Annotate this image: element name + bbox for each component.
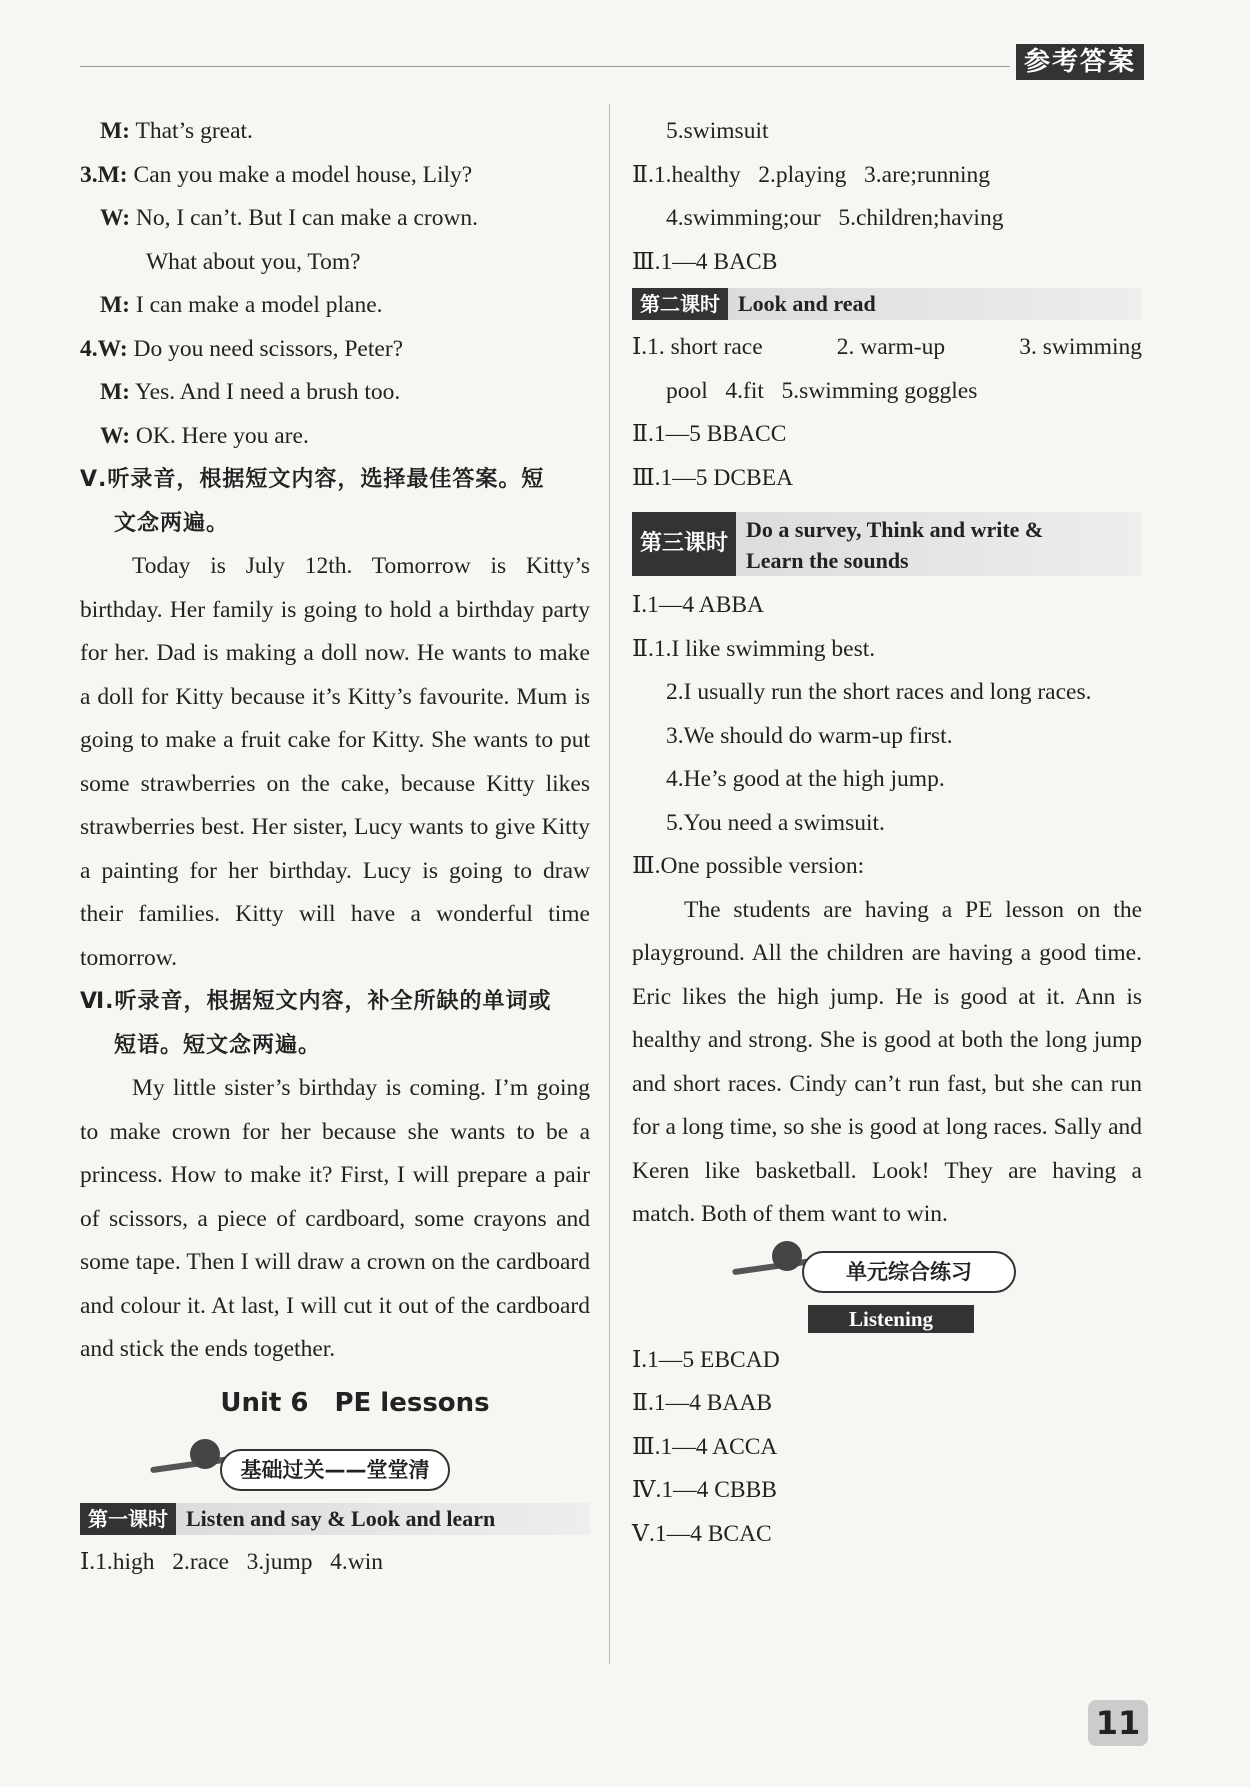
child-icon [772, 1241, 802, 1271]
answer-line: Ⅱ.1.I like swimming best. [632, 635, 876, 662]
child-icon [190, 1439, 220, 1469]
section-6-title: Ⅵ.听录音，根据短文内容，补全所缺的单词或 [80, 989, 552, 1014]
banner-label: 单元综合练习 [802, 1251, 1016, 1293]
answer-line: Ⅲ.1—4 ACCA [632, 1433, 778, 1460]
section-5-title-cont: 文念两遍。 [114, 510, 230, 536]
answer-line: Ⅱ.1.healthy 2.playing 3.are;running [632, 161, 990, 188]
answer-line: Ⅰ.1—4 ABBA [632, 592, 765, 618]
dialogue-line: M: Yes. And I need a brush too. [100, 379, 401, 405]
dialogue-line: W: OK. Here you are. [100, 422, 309, 449]
header-tag: 参考答案 [1016, 44, 1144, 80]
lesson-2-header [632, 288, 1142, 320]
answer-line: 4.He’s good at the high jump. [666, 766, 945, 792]
answer-line: Ⅰ.1. short race 2. warm-up 3. swimming [632, 334, 1142, 360]
banner-basic [80, 1439, 590, 1497]
dialogue-line: M: That’s great. [100, 118, 253, 144]
answer-line: Ⅰ.1.high 2.race 3.jump 4.win [80, 1549, 383, 1575]
answer-line: Ⅳ.1—4 CBBB [632, 1477, 777, 1503]
answer-line: Ⅲ.1—4 BACB [632, 248, 778, 275]
lesson-1-tag: 第一课时 [80, 1503, 176, 1535]
right-column [632, 110, 1142, 1556]
section-5-passage: Today is July 12th. Tomorrow is Kitty’s birthday. Her family is going to hold a birthday party for her. Dad is making a doll now. He wants to make a doll for Kitty because it’s Kitty’s favourite. Mum is going to make a fruit cake for Kitty. She wants to put some strawberries on the cake, because Kitty likes strawberries best. Her sister, Lucy wants to give Kitty a painting for her birthday. Lucy is going to draw their families. Kitty will have a wonderful time tomorrow. [80, 553, 590, 971]
answer-line: 5.swimsuit [666, 118, 769, 144]
unit-title: Unit 6 PE lessons [220, 1387, 490, 1418]
dialogue-line: 3.M: Can you make a model house, Lily? [80, 161, 473, 188]
page-number: 11 [1088, 1700, 1148, 1746]
answer-line: 2.I usually run the short races and long races. [666, 679, 1092, 705]
lesson-1-header [80, 1503, 590, 1535]
answer-line: Ⅱ.1—4 BAAB [632, 1390, 773, 1416]
listening-label: Listening [808, 1305, 974, 1333]
dialogue-line: M: I can make a model plane. [100, 292, 383, 318]
column-divider [609, 104, 610, 1664]
banner-label: 基础过关——堂堂清 [220, 1449, 450, 1491]
header-rule [80, 66, 1010, 67]
answer-line: Ⅱ.1—5 BBACC [632, 421, 787, 447]
dialogue-line: W: No, I can’t. But I can make a crown. [100, 205, 479, 231]
answer-line: Ⅲ.1—5 DCBEA [632, 464, 794, 491]
answer-line: 5.You need a swimsuit. [666, 809, 885, 836]
sample-essay: The students are having a PE lesson on the playground. All the children are having a good time. Eric likes the high jump. He is good at it. Ann is healthy and strong. She is good at both the long jump and short races. Cindy can’t run fast, but she can run for a long time, so she is good at long races. Sally and Keren like basketball. Look! They are having a match. Both of them want to win. [632, 896, 1142, 1227]
section-5-title: Ⅴ.听录音，根据短文内容，选择最佳答案。短 [80, 467, 545, 492]
dialogue-line: 4.W: Do you need scissors, Peter? [80, 335, 404, 362]
answer-line: Ⅴ.1—4 BCAC [632, 1520, 772, 1547]
section-6-passage: My little sister’s birthday is coming. I’m going to make crown for her because she wants to be a princess. How to make it? First, I will prepare a pair of scissors, a piece of cardboard, some crayons and some tape. Then I will draw a crown on the cardboard and colour it. At last, I will cut it out of the cardboard and stick the ends together. [80, 1075, 590, 1362]
section-6-title-cont: 短语。短文念两遍。 [114, 1032, 322, 1058]
answer-line: Ⅰ.1—5 EBCAD [632, 1346, 780, 1373]
lesson-3-title: Do a survey, Think and write & Learn the sounds [746, 517, 1044, 573]
left-column [80, 110, 590, 1585]
dialogue-line: What about you, Tom? [146, 248, 361, 275]
answer-line: pool 4.fit 5.swimming goggles [666, 377, 978, 404]
answer-line: 4.swimming;our 5.children;having [666, 205, 1004, 231]
banner-unit-review [632, 1241, 1142, 1299]
lesson-2-tag: 第二课时 [632, 288, 728, 320]
answer-line: Ⅲ.One possible version: [632, 853, 865, 879]
lesson-3-header [632, 512, 1142, 576]
lesson-2-title: Look and read [738, 291, 876, 316]
lesson-1-title: Listen and say & Look and learn [186, 1506, 496, 1531]
lesson-3-tag: 第三课时 [632, 512, 736, 576]
answer-line: 3.We should do warm-up first. [666, 722, 953, 749]
